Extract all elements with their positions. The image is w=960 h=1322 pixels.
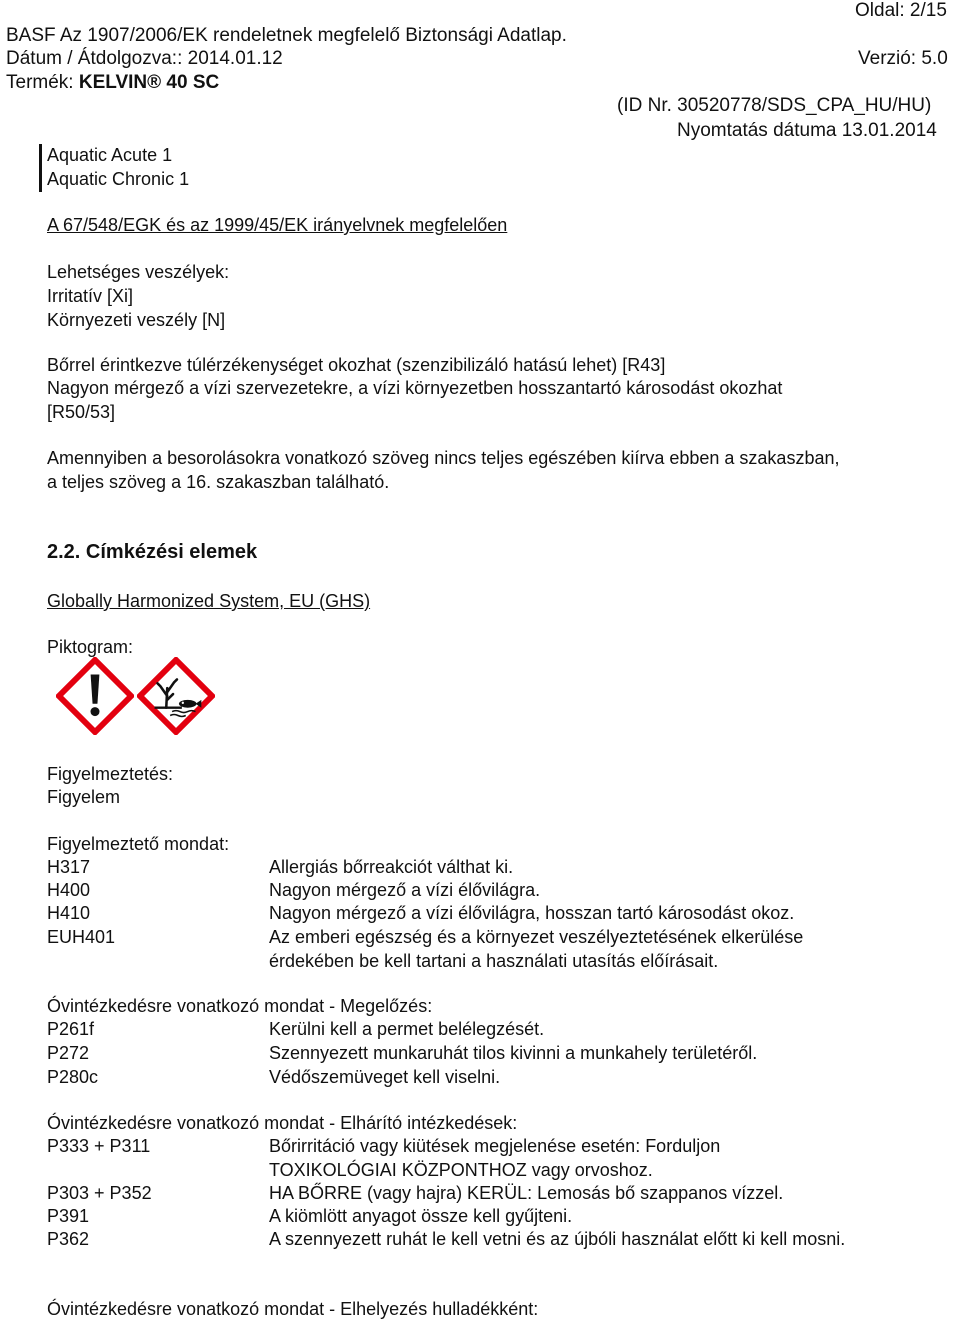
response-row bbox=[47, 1205, 947, 1229]
statement-text: A szennyezett ruhát le kell vetni és az újbóli használat előtt ki kell mosni. bbox=[269, 1229, 846, 1249]
statement-text: Allergiás bőrreakciót válthat ki. bbox=[269, 857, 514, 877]
hazard-irritant: Irritatív [Xi] bbox=[47, 286, 134, 306]
response-row bbox=[47, 1182, 947, 1206]
statement-text: Az emberi egészség és a környezet veszélyeztetésének elkerülése érdekében be kell tartani a használati utasítás előírásait. bbox=[269, 927, 804, 971]
page-number: Oldal: 2/15 bbox=[855, 0, 947, 21]
risk-phrase-1: Bőrrel érintkezve túlérzékenységet okozhat (szenzibilizáló hatású lehet) [R43] bbox=[47, 355, 666, 375]
section-heading: 2.2. Címkézési elemek bbox=[47, 541, 258, 563]
response-row bbox=[47, 1228, 947, 1276]
prevention-row bbox=[47, 1018, 947, 1042]
product-line bbox=[6, 72, 219, 94]
statement-code: P272 bbox=[47, 1043, 90, 1063]
statement-text: Szennyezett munkaruhát tilos kivinni a munkahely területéről. bbox=[269, 1043, 758, 1063]
ghs-heading: Globally Harmonized System, EU (GHS) bbox=[47, 591, 371, 611]
statement-text: Bőrirritáció vagy kiütések megjelenése esetén: Forduljon TOXIKOLÓGIAI KÖZPONTHOZ vagy orvoshoz. bbox=[269, 1136, 721, 1180]
directive-heading: A 67/548/EGK és az 1999/45/EK irányelvnek megfelelően bbox=[47, 215, 508, 235]
response-row bbox=[47, 1135, 947, 1183]
product-label: Termék: bbox=[6, 72, 79, 93]
statement-text: Kerülni kell a permet belélegzését. bbox=[269, 1019, 545, 1039]
statement-code: P391 bbox=[47, 1206, 90, 1226]
prevention-row bbox=[47, 1042, 947, 1066]
hazard-environment: Környezeti veszély [N] bbox=[47, 310, 226, 330]
prevention-row bbox=[47, 1066, 947, 1090]
risk-phrase-3: [R50/53] bbox=[47, 402, 116, 422]
note-line-1: Amennyiben a besorolásokra vonatkozó szöveg nincs teljes egészében kiírva ebben a szakaszban, bbox=[47, 448, 840, 468]
version: Verzió: 5.0 bbox=[858, 48, 948, 69]
document-title: BASF Az 1907/2006/EK rendeletnek megfelelő Biztonsági Adatlap. bbox=[6, 25, 567, 46]
revision-date: Dátum / Átdolgozva:: 2014.01.12 bbox=[6, 48, 283, 69]
statement-text: Nagyon mérgező a vízi élővilágra, hosszan tartó károsodást okoz. bbox=[269, 903, 795, 923]
response-title: Óvintézkedésre vonatkozó mondat - Elhárító intézkedések: bbox=[47, 1113, 518, 1133]
pictogram-label: Piktogram: bbox=[47, 637, 134, 657]
statement-code: EUH401 bbox=[47, 927, 116, 947]
disposal-title: Óvintézkedésre vonatkozó mondat - Elhelyezés hulladékként: bbox=[47, 1299, 539, 1319]
statement-text: HA BŐRRE (vagy hajra) KERÜL: Lemosás bő szappanos vízzel. bbox=[269, 1183, 784, 1203]
hazard-statement-row bbox=[47, 902, 947, 926]
statement-code: P303 + P352 bbox=[47, 1183, 152, 1203]
hazards-title: Lehetséges veszélyek: bbox=[47, 262, 230, 282]
statement-text: A kiömlött anyagot össze kell gyűjteni. bbox=[269, 1206, 573, 1226]
document-id: (ID Nr. 30520778/SDS_CPA_HU/HU) bbox=[617, 95, 932, 116]
note-line-2: a teljes szöveg a 16. szakaszban található. bbox=[47, 472, 390, 492]
statement-code: H410 bbox=[47, 903, 91, 923]
risk-phrase-2: Nagyon mérgező a vízi szervezetekre, a vízi környezetben hosszantartó károsodást okozhat bbox=[47, 378, 783, 398]
exclamation-mark-pictogram bbox=[56, 657, 134, 735]
environment-pictogram bbox=[137, 657, 215, 735]
statement-code: P280c bbox=[47, 1067, 99, 1087]
hazard-statements-title: Figyelmeztető mondat: bbox=[47, 834, 230, 854]
product-name: KELVIN® 40 SC bbox=[78, 72, 220, 93]
print-date: Nyomtatás dátuma 13.01.2014 bbox=[677, 120, 937, 141]
statement-code: P261f bbox=[47, 1019, 95, 1039]
statement-text: Nagyon mérgező a vízi élővilágra. bbox=[269, 880, 541, 900]
hazard-statement-row bbox=[47, 856, 947, 880]
classification-chronic: Aquatic Chronic 1 bbox=[47, 169, 190, 189]
signal-word: Figyelem bbox=[47, 787, 121, 807]
hazard-statement-row bbox=[47, 926, 947, 974]
statement-code: H317 bbox=[47, 857, 91, 877]
classification-acute: Aquatic Acute 1 bbox=[47, 145, 173, 165]
signal-title: Figyelmeztetés: bbox=[47, 764, 174, 784]
statement-code: P333 + P311 bbox=[47, 1136, 151, 1156]
statement-text: Védőszemüveget kell viselni. bbox=[269, 1067, 501, 1087]
statement-code: H400 bbox=[47, 880, 91, 900]
hazard-statement-row bbox=[47, 879, 947, 903]
revision-bar bbox=[39, 144, 42, 192]
prevention-title: Óvintézkedésre vonatkozó mondat - Megelőzés: bbox=[47, 996, 433, 1016]
statement-code: P362 bbox=[47, 1229, 90, 1249]
